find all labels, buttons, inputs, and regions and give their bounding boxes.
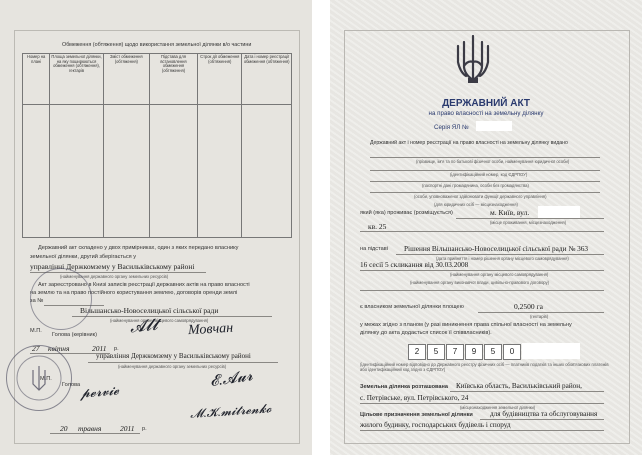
round-stamp bbox=[30, 268, 92, 330]
redacted-serial bbox=[476, 121, 512, 131]
right-page bbox=[330, 0, 642, 455]
redacted-code bbox=[522, 343, 580, 359]
signature-head: Мовчан bbox=[187, 320, 234, 339]
col-basis: Підстава для встановлення обмеження (обтяження) bbox=[149, 54, 197, 105]
reg-text-1: Акт зареєстровано в Книзі записів реєстрації державних актів на право власності bbox=[38, 282, 250, 288]
basis-label: на підставі bbox=[360, 246, 388, 252]
code-digit: 2 bbox=[408, 344, 426, 360]
boundaries-text-2: ділянку до акта додається список її співвласників). bbox=[360, 330, 492, 336]
left-page bbox=[0, 0, 312, 455]
head-label-2: Голова bbox=[62, 382, 81, 388]
boundaries-text-1: у межах згідно з планом (у разі виникнення права спільної власності на земельну bbox=[360, 322, 572, 328]
basis-caption-3: (найменування органу виконавчої влади, цивільно-правового договору) bbox=[410, 280, 550, 285]
made-handwritten: управлінні Держкомзему у Васильківському районі bbox=[30, 262, 195, 271]
date-2-year: 2011 bbox=[120, 424, 135, 433]
area-underline bbox=[478, 312, 604, 313]
reg-text-3: за № bbox=[30, 298, 44, 304]
col-content: Зміст обмеження (обтяження) bbox=[103, 54, 149, 105]
mp-label-1: М.П. bbox=[30, 328, 42, 334]
dept-underline bbox=[88, 362, 278, 363]
series-label: Серія ЯЛ № bbox=[434, 124, 469, 131]
doc-subtitle: на право власності на земельну ділянку bbox=[428, 110, 544, 117]
area-label: є власником земельної ділянки площею bbox=[360, 304, 464, 310]
basis-caption-2: (найменування органу місцевого самоврядування) bbox=[450, 272, 549, 277]
date-2-suffix: р. bbox=[142, 426, 147, 432]
code-digit: 5 bbox=[484, 344, 502, 360]
code-digit: 7 bbox=[446, 344, 464, 360]
trident-emblem bbox=[454, 32, 492, 88]
location-caption: (місцезнаходження земельної ділянки) bbox=[460, 405, 536, 410]
restrictions-table-title: Обмеження (обтяження) щодо використання земельної ділянки в/о частини bbox=[62, 42, 252, 48]
caption-id: (ідентифікаційний номер, код ЄДРПОУ) bbox=[450, 172, 528, 177]
purpose-underline-1 bbox=[480, 419, 604, 420]
caption-owner: (прізвище, ім'я та по батькові фізичної особи, найменування юридичної особи) bbox=[416, 159, 570, 164]
caption-passport: (паспортні дані громадянина, особи без громадянства) bbox=[422, 183, 529, 188]
purpose-underline-2 bbox=[360, 430, 604, 431]
date-2-day: 20 bbox=[60, 424, 68, 433]
col-number: Номер на плані bbox=[23, 54, 50, 105]
apartment-underline bbox=[360, 231, 604, 232]
table-cell bbox=[242, 105, 292, 238]
code-digit: 5 bbox=[427, 344, 445, 360]
basis-handwritten: Рішення Вільшансько-Новоселицької сільської ради № 363 bbox=[404, 244, 589, 253]
location-underline-2 bbox=[360, 403, 604, 404]
signature-scrawl-1: 𝓐𝓵𝓽 bbox=[129, 316, 159, 337]
purpose-handwritten-2: жилого будинку, господарських будівель і споруд bbox=[360, 421, 511, 429]
col-area: Площа земельної ділянки, на яку поширюються обмеження (обтяження), гектарів bbox=[50, 54, 104, 105]
other-line bbox=[370, 192, 600, 193]
basis-underline-2 bbox=[360, 270, 604, 271]
dept-handwritten: управління Держкомзему у Васильківському районі bbox=[96, 352, 251, 360]
area-caption: (гектарів) bbox=[530, 314, 549, 319]
restrictions-table bbox=[22, 53, 292, 238]
location-handwritten-1: Київська область, Васильківський район, bbox=[456, 382, 582, 390]
reg-text-2: на землю та на право постійного користування землею, договорів оренди землі bbox=[30, 290, 238, 296]
apartment-handwritten: кв. 25 bbox=[368, 222, 387, 231]
purpose-handwritten-1: для будівництва та обслуговування bbox=[490, 410, 598, 418]
made-caption: (найменування державного органу земельних ресурсів) bbox=[60, 274, 169, 279]
round-stamp bbox=[6, 345, 72, 411]
trident-emblem bbox=[7, 346, 71, 410]
issued-line: Державний акт і номер реєстрації на право власності на земельну ділянку видано bbox=[370, 140, 568, 146]
head-label: Голова (керівник) bbox=[52, 332, 97, 338]
purpose-label: Цільове призначення земельної ділянки bbox=[360, 412, 473, 418]
redacted-street bbox=[538, 206, 580, 218]
location-underline-1 bbox=[450, 391, 604, 392]
made-text-2: земельної ділянки, другий зберігається у bbox=[30, 254, 137, 260]
date-1-day: 27 bbox=[32, 344, 40, 353]
code-digit: 0 bbox=[503, 344, 521, 360]
table-cell bbox=[23, 105, 50, 238]
caption-other: (особи, уповноваженої здійснювати функції державного управління) bbox=[414, 194, 547, 199]
lives-label: який (яка) проживає (розміщується) bbox=[360, 210, 453, 216]
table-cell bbox=[198, 105, 242, 238]
lives-handwritten: м. Київ, вул. bbox=[490, 208, 530, 217]
table-cell bbox=[50, 105, 104, 238]
lives-caption: (місце проживання, місцезнаходження) bbox=[490, 220, 567, 225]
date-2-underline bbox=[50, 433, 140, 434]
caption-misc: (для юридичних осіб — місцезнаходження) bbox=[434, 202, 518, 207]
date-1-year: 2011 bbox=[92, 344, 107, 353]
signature-scrawl-2: 𝓔.𝓐𝓾𝓻 bbox=[209, 368, 254, 390]
passport-line bbox=[370, 181, 600, 182]
code-digit: 9 bbox=[465, 344, 483, 360]
table-cell bbox=[149, 105, 197, 238]
date-2-month: травня bbox=[78, 424, 102, 433]
table-cell bbox=[103, 105, 149, 238]
council-underline bbox=[72, 316, 272, 317]
council-handwritten: Вільшансько-Новоселицької сільської ради bbox=[80, 306, 219, 315]
mp-label-2: М.П. bbox=[40, 376, 52, 382]
id-line bbox=[370, 170, 600, 171]
basis-underline-3 bbox=[360, 290, 604, 291]
made-text-1: Державний акт складено у двох примірниках, один з яких передано власнику bbox=[38, 245, 239, 251]
lives-underline bbox=[456, 218, 604, 219]
dept-caption: (найменування державного органу земельних ресурсів) bbox=[118, 364, 227, 369]
doc-title: ДЕРЖАВНИЙ АКТ bbox=[442, 98, 530, 109]
area-handwritten: 0,2500 га bbox=[514, 302, 543, 311]
basis-handwritten-2: 16 сесії 5 скликання від 30.03.2008 bbox=[360, 260, 469, 269]
signature-scrawl-4: 𝓜.𝓚.𝓶𝓲𝓽𝓻𝓮𝓷𝓴𝓸 bbox=[189, 401, 272, 421]
date-1-month: квітня bbox=[48, 344, 70, 353]
code-caption: (ідентифікаційний номер відповідно до Державного реєстру фізичних осіб — платників податків та інших обов'язкових платежів або ідентифікаційний код згідно з ЄДРПОУ) bbox=[360, 362, 609, 373]
location-label: Земельна ділянка розташована bbox=[360, 384, 449, 390]
location-handwritten-2: с. Петрівське, вул. Петрівського, 24 bbox=[360, 394, 469, 402]
council-caption: (найменування органу місцевого самоврядування) bbox=[110, 318, 209, 323]
basis-caption: (дата прийняття і номер рішення органу місцевого самоврядування) bbox=[436, 256, 569, 261]
col-term: Строк дії обмеження (обтяження) bbox=[198, 54, 242, 105]
col-date: Дата і номер реєстрації обмеження (обтяження) bbox=[242, 54, 292, 105]
date-1-suffix: р. bbox=[114, 346, 119, 352]
basis-underline bbox=[396, 254, 604, 255]
owner-line bbox=[370, 157, 600, 158]
signature-scrawl-3: 𝓹𝓮𝓻𝓿𝓲𝓮 bbox=[79, 382, 120, 401]
